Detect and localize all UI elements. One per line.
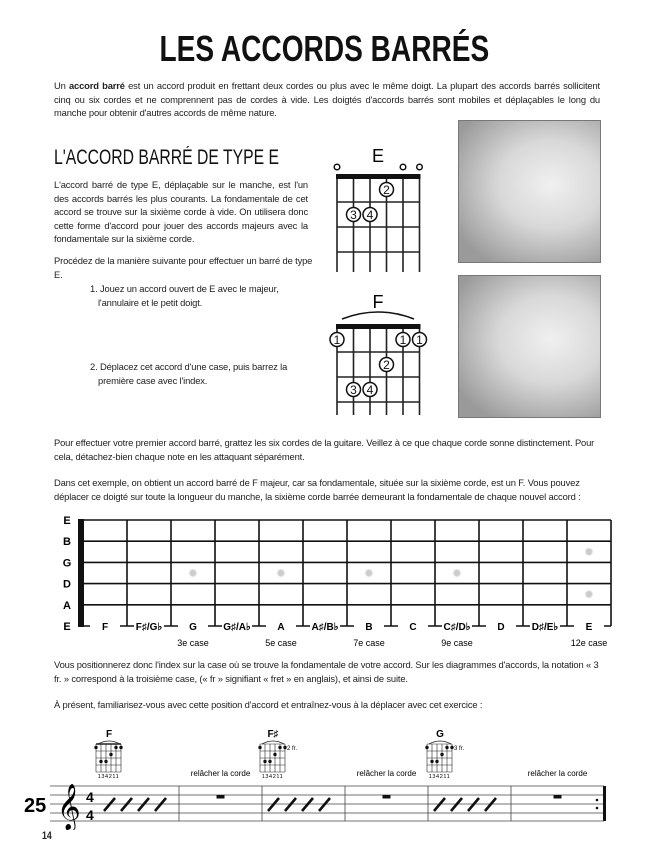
mini-dot [445,746,448,749]
finger-3-label: 3 [350,208,357,222]
chord-diagrams [320,140,455,415]
mini-dot [278,746,281,749]
slash-beat [451,798,462,811]
paragraph-strum: Pour effectuer votre premier accord barré, grattez les six cordes de la guitare. Veillez à ce que chaque corde sonne distinctement. Pour cela, détachez-bien chaque note en les attaquant séparément. [54,437,595,462]
chord-f-nut [336,324,421,329]
finger-1-label: 1 [333,333,341,347]
mini-dot [273,753,276,756]
slash-beat [434,798,445,811]
slash-beat [155,798,166,811]
finger-3-label: 3 [350,383,357,397]
mini-dot [263,760,266,763]
whole-rest [383,795,391,799]
slash-beat [285,798,296,811]
section-title: L'ACCORD BARRÉ DE TYPE E [54,146,280,169]
slash-beat [138,798,149,811]
note-label: B [365,622,373,633]
inlay-dot [190,570,197,577]
finger-4-label: 4 [366,383,374,397]
finger-1-label: 1 [416,333,423,347]
note-label: G [189,622,197,633]
mini-dot [109,753,112,756]
finger-2-label: 2 [383,358,390,372]
inlay-dot [278,570,285,577]
fret-position: 3 fr. [454,746,465,752]
slash-beat [319,798,330,811]
finger-4-label: 4 [366,208,374,222]
note-label: A♯/B♭ [311,622,339,633]
string-label: E [63,515,71,527]
paragraph-f-major: Dans cet exemple, on obtient un accord barré de F majeur, car sa fondamentale, située sur la sixième corde, est un F. Vous pouvez déplacer ce doigté sur toute la longueur du manche, la sixième corde barrée demeurant la fondamentale de chaque nouvel accord : [54,477,581,502]
section-paragraph: L'accord barré de type E, déplaçable sur le manche, est l'un des accords barrés les plus courants. La fondamentale de cet accord se trouve sur la sixième corde à vide. On utilisera donc cette forme d'accord pour jouer des accords majeurs avec la fondamentale sur la sixième corde. [54,179,308,244]
case-label: 3e case [177,638,209,648]
note-label: E [585,622,593,633]
slash-beat [268,798,279,811]
chord-e-name: E [371,146,385,166]
case-label: 5e case [265,638,297,648]
inlay-dot [586,548,593,555]
string-label: A [63,599,71,612]
chord-name: F [105,729,113,740]
step-2: 2. Déplacez cet accord d'une case, puis barrez la première case avec l'index. [90,361,288,386]
intro-paragraph: Un accord barré est un accord produit en frettant deux cordes ou plus avec le même doigt. La plupart des accords barrés sollicitent cinq ou six cordes et ne comprennent pas de cordes à vide. Les doigtés d'accords barrés sont mobiles et déplaçables le long du manche pour obtenir d'autres accords de même nature. [54,80,600,118]
note-label: D♯/E♭ [531,622,559,633]
treble-clef-icon: 𝄞 [57,785,81,829]
slash-beat [468,798,479,811]
note-label: C♯/D♭ [443,622,471,633]
case-label: 7e case [353,638,385,648]
string-label: G [62,557,72,570]
note-label: F♯/G♭ [135,622,163,633]
string-label: E [63,621,71,633]
slash-beat [485,798,496,811]
paragraph-fret-notation: Vous positionnerez donc l'index sur la case où se trouve la fondamentale de votre accord. Sur les diagrammes d'accords, la notation « 3 fr. » correspond à la troisième case, (« fr » signifiant « fret » en anglais), et ainsi de suite. [54,659,599,684]
slash-beat [104,798,115,811]
open-string-icon [400,164,406,170]
mini-dot [268,760,271,763]
inlay-dot [454,570,461,577]
fretboard-diagram [50,508,620,653]
chord-name: F♯ [267,729,279,740]
page-title: LES ACCORDS BARRÉS [159,28,490,69]
release-label: relâcher la corde [356,769,417,778]
mini-dot [258,746,261,749]
string-label: D [63,578,71,591]
note-label: F [101,622,109,633]
barre-arc [262,741,284,744]
open-string-icon [417,164,423,170]
note-label: G♯/A♭ [223,622,251,633]
mini-dot [94,746,97,749]
mini-dot [104,760,107,763]
paragraph-exercise-intro: À présent, familiarisez-vous avec cette position d'accord et entraînez-vous à la déplacer avec cet exercice : [54,699,483,710]
chord-e-nut [336,174,421,179]
photo-f-barre-hand [458,275,601,418]
fret-position: 2 fr. [287,746,298,752]
photo-e-chord-hand [458,120,601,263]
time-sig-top: 4 [86,789,94,805]
repeat-dot [596,799,599,802]
note-label: A [277,622,285,633]
mini-dot [435,760,438,763]
slash-beat [302,798,313,811]
finger-1-label: 1 [399,333,407,347]
whole-rest [554,795,562,799]
barre-arc [429,741,451,744]
repeat-dot [596,807,599,810]
exercise-staff [0,720,649,830]
fingering-label: 134211 [261,774,284,780]
barre-arc [342,312,414,319]
mini-dot [440,753,443,756]
inlay-dot [586,591,593,598]
slash-beat [121,798,132,811]
procedure-text: Procédez de la manière suivante pour effectuer un barré de type E. [54,255,313,280]
chord-name: G [436,729,444,740]
finger-2-label: 2 [383,183,390,197]
page-number: 14 [42,830,52,842]
final-barline [603,786,606,821]
fingering-label: 134211 [428,774,451,780]
case-label: 9e case [441,638,473,648]
mini-dot [425,746,428,749]
step-1: 1. Jouez un accord ouvert de E avec le majeur, l'annulaire et le petit doigt. [90,283,279,308]
time-sig-bottom: 4 [86,807,94,823]
measure-number: 25 [24,795,47,817]
mini-dot [99,760,102,763]
mini-dot [119,746,122,749]
fingering-label: 134211 [97,774,120,780]
chord-f-name: F [372,292,384,312]
mini-dot [430,760,433,763]
nut [78,519,84,627]
release-label: relâcher la corde [527,769,588,778]
inlay-dot [366,570,373,577]
string-label: B [63,536,71,549]
case-label: 12e case [570,638,608,648]
open-string-icon [334,164,340,170]
note-label: D [497,622,505,633]
whole-rest [217,795,225,799]
mini-dot [114,746,117,749]
release-label: relâcher la corde [190,769,251,778]
note-label: C [409,622,417,633]
